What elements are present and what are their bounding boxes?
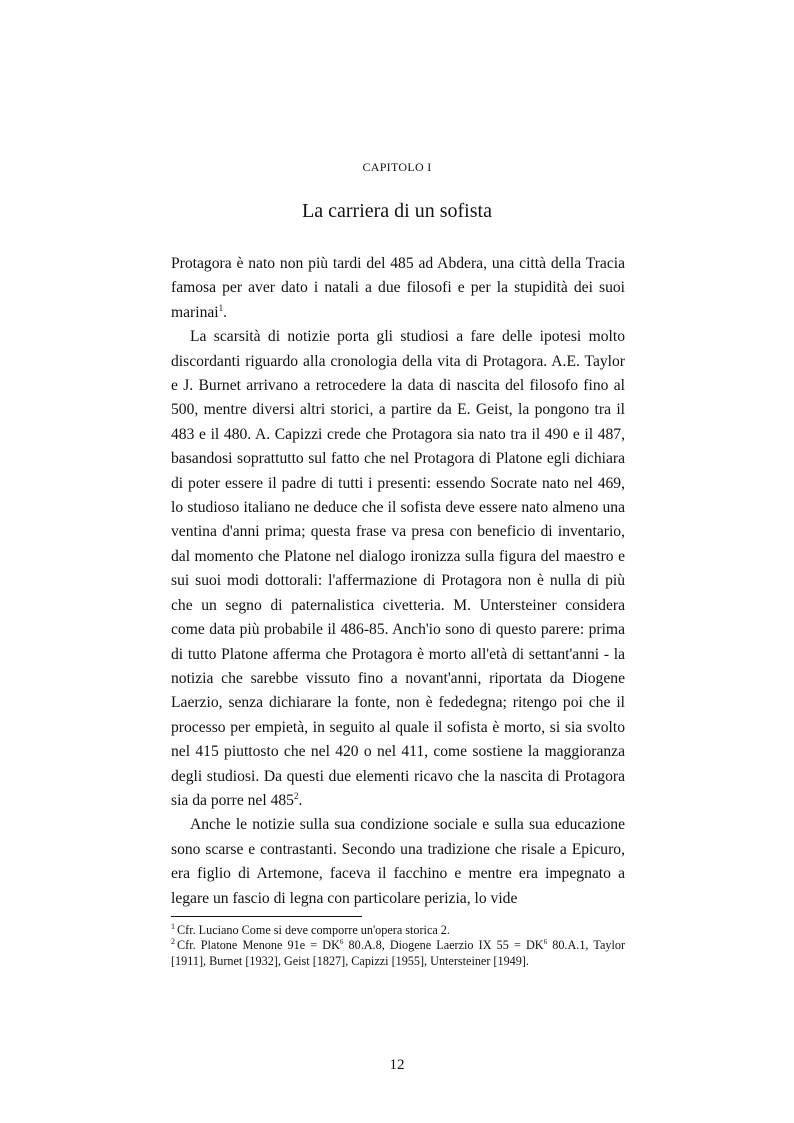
footnote-2-text-a: Cfr. Platone Menone 91e = DK: [177, 938, 340, 953]
paragraph-1: [171, 252, 625, 325]
paragraph-2: [171, 325, 625, 813]
chapter-label: CAPITOLO I: [362, 160, 432, 174]
paragraph-3: [171, 813, 625, 911]
page-title: La carriera di un sofista: [302, 200, 492, 222]
paragraph-2-text: La scarsità di notizie porta gli studiosi a fare delle ipotesi molto discordanti riguardo alla cronologia della vita di Protagora. A.E. Taylor e J. Burnet arrivano a retrocedere la data di nascita del filosofo fino al 500, mentre diversi altri storici, a partire da E. Geist, la pongono tra il 483 e il 480. A. Capizzi crede che Protagora sia nato tra il 490 e il 487, basandosi soprattutto sul fatto che nel Protagora di Platone egli dichiara di poter essere il padre di tutti i presenti: essendo Socrate nato nel 469, lo studioso italiano ne deduce che il sofista deve essere nato almeno una ventina d'anni prima; questa frase va presa con beneficio di inventario, dal momento che Platone nel dialogo ironizza sulla figura del maestro e sui suoi modi dottorali: l'affermazione di Protagora non è nulla di più che un segno di paternalistica civetteria. M. Untersteiner considera come data più probabile il 486-85. Anch'io sono di questo parere: prima di tutto Platone afferma che Protagora è morto all'età di settant'anni - la notizia che sarebbe vissuto fino a novant'anni, riportata da Diogene Laerzio, senza dichiarare la fonte, non è fededegna; ritengo poi che il processo per empietà, in seguito al quale il sofista è morto, si sia svolto nel 415 piuttosto che nel 420 o nel 411, come sostiene la maggioranza degli studiosi. Da questi due elementi ricavo che la nascita di Protagora sia da porre nel 485: [171, 328, 625, 809]
paragraph-1-tail: .: [223, 303, 228, 321]
footnote-2-sup-2: 6: [543, 938, 548, 947]
body-text: [171, 252, 625, 911]
footnote-1: [171, 923, 625, 938]
footnote-2-number: 2: [171, 937, 175, 947]
footnote-ref-2[interactable]: 2: [293, 790, 299, 801]
footnote-ref-1[interactable]: 1: [218, 302, 224, 313]
footnote-2-text-c: 80.A.1, Taylor [1911], Burnet [1932], Geist [1827], Capizzi [1955], Untersteiner [1949].: [171, 938, 626, 968]
footnote-2: [171, 938, 625, 969]
footnotes: [171, 923, 625, 969]
paragraph-1-text: Protagora è nato non più tardi del 485 ad Abdera, una città della Tracia famosa per aver dato i natali a due filosofi e per la stupidità dei suoi marinai: [171, 255, 625, 321]
footnote-1-number: 1: [171, 921, 175, 931]
footnote-1-text: Cfr. Luciano Come si deve comporre un'opera storica 2.: [177, 923, 450, 937]
footnote-2-sup-1: 6: [339, 938, 344, 947]
paragraph-2-tail: .: [298, 791, 303, 809]
paragraph-3-text: Anche le notizie sulla sua condizione sociale e sulla sua educazione sono scarse e contrastanti. Secondo una tradizione che risale a Epicuro, era figlio di Artemone, faceva il facchino e mentre era impegnato a legare un fascio di legna con particolare perizia, lo vide: [171, 816, 625, 907]
page-number: 12: [389, 1057, 405, 1073]
footnote-rule: [171, 916, 362, 917]
footnote-2-text-b: 80.A.8, Diogene Laerzio IX 55 = DK: [343, 938, 544, 953]
